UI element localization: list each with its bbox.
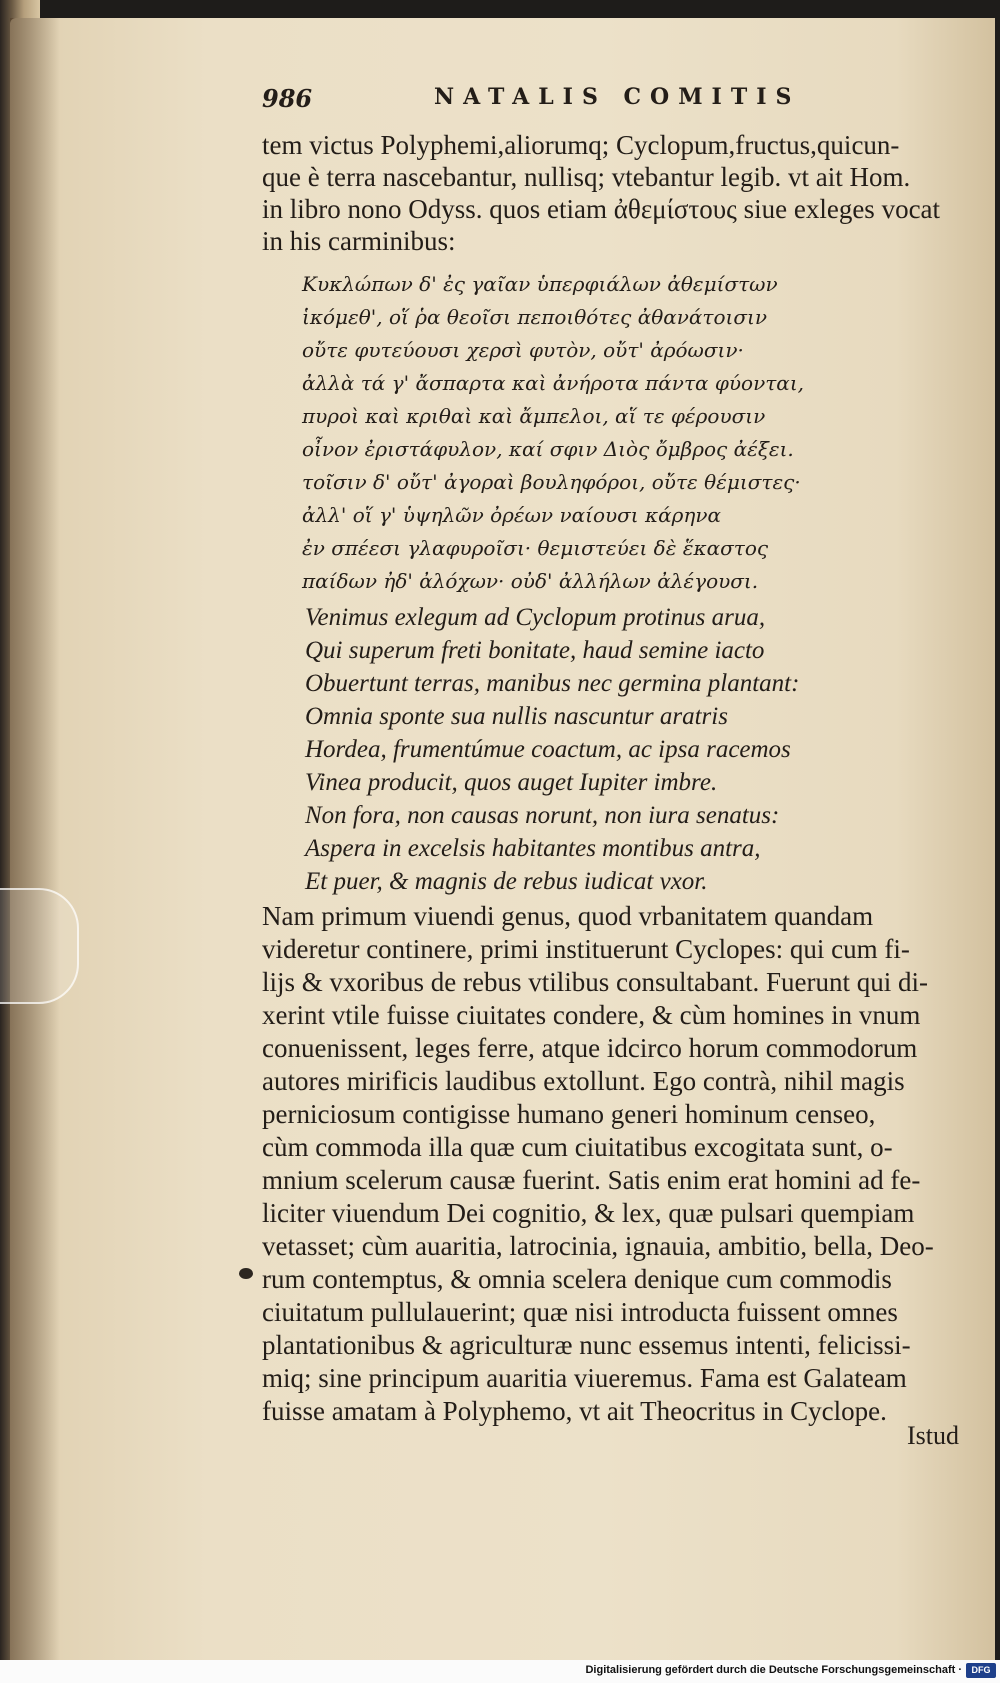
latin-verse-line: Vinea producit, quos auget Iupiter imbre. [305,769,718,796]
footer-bar [0,1660,1000,1683]
greek-verse-line: πυροὶ καὶ κριθαὶ καὶ ἄμπελοι, αἵ τε φέρουσιν [302,404,766,428]
greek-verse-line: οὔτε φυτεύουσι χερσὶ φυτὸν, οὔτ' ἀρόωσιν· [302,338,744,362]
body-line: autores mirificis laudibus extollunt. Ego contrà, nihil magis [262,1066,905,1096]
running-title: NATALIS COMITIS [434,84,801,110]
greek-verse-line: οἶνον ἐριστάφυλον, καί σφιν Διὸς ὄμβρος ἀέξει. [302,437,794,461]
body-line: xerint vtile fuisse ciuitates condere, & cùm homines in vnum [262,1000,921,1030]
ink-blot [239,1268,253,1279]
latin-verse-line: Et puer, & magnis de rebus iudicat vxor. [305,868,708,895]
body-line: perniciosum contigisse humano generi hominum censeo, [262,1099,876,1129]
greek-verse-line: ἀλλὰ τά γ' ἄσπαρτα καὶ ἀνήροτα πάντα φύονται, [302,371,805,395]
latin-verse-line: Venimus exlegum ad Cyclopum protinus arua, [305,604,766,631]
body-line: rum contemptus, & omnia scelera denique cum commodis [262,1264,892,1294]
body-line: miq; sine principum auaritia viueremus. Fama est Galateam [262,1363,907,1393]
body-line: que è terra nascebantur, nullisq; vtebantur legib. vt ait Hom. [262,162,911,192]
body-line: in libro nono Odyss. quos etiam ἀθεμίστους siue exleges vocat [262,194,941,224]
greek-verse-line: τοῖσιν δ' οὔτ' ἀγοραὶ βουληφόροι, οὔτε θέμιστες· [302,470,801,494]
greek-verse-line: παίδων ἠδ' ἀλόχων· οὐδ' ἀλλήλων ἀλέγουσι. [302,569,759,593]
body-line: cùm commoda illa quæ cum ciuitatibus excogitata sunt, o- [262,1132,893,1162]
greek-verse-line: ἱκόμεθ', οἵ ῥα θεοῖσι πεποιθότες ἀθανάτοισιν [302,305,768,329]
greek-verse-line: ἀλλ' οἵ γ' ὑψηλῶν ὀρέων ναίουσι κάρηνα [302,503,722,527]
body-line: mnium scelerum causæ fuerint. Satis enim erat homini ad fe- [262,1165,921,1195]
catchword: Istud [907,1421,959,1450]
body-line: lijs & vxoribus de rebus vtilibus consultabant. Fuerunt qui di- [262,967,928,997]
latin-verse-line: Aspera in excelsis habitantes montibus antra, [305,835,761,862]
latin-verse-line: Non fora, non causas norunt, non iura senatus: [305,802,780,829]
body-line: liciter viuendum Dei cognitio, & lex, quæ pulsari quempiam [262,1198,915,1228]
latin-verse-line: Obuertunt terras, manibus nec germina plantant: [305,670,800,697]
body-line: Nam primum viuendi genus, quod vrbanitatem quandam [262,901,874,931]
body-line: conuenissent, leges ferre, atque idcirco horum commodorum [262,1033,918,1063]
body-line: videretur continere, primi instituerunt Cyclopes: qui cum fi- [262,934,910,964]
latin-verse-line: Omnia sponte sua nullis nascuntur aratris [305,703,728,730]
dfg-logo-icon[interactable]: DFG [966,1663,996,1678]
funding-credit: Digitalisierung gefördert durch die Deutsche Forschungsgemeinschaft · [585,1664,962,1676]
body-line: in his carminibus: [262,226,456,256]
body-line: tem victus Polyphemi,aliorumq; Cyclopum,fructus,quicun- [262,130,900,160]
body-line: fuisse amatam à Polyphemo, vt ait Theocritus in Cyclope. [262,1396,887,1426]
latin-verse-line: Hordea, frumentúmue coactum, ac ipsa racemos [305,736,791,763]
greek-verse-line: ἐν σπέεσι γλαφυροῖσι· θεμιστεύει δὲ ἕκαστος [302,536,769,560]
body-line: ciuitatum pullulauerint; quæ nisi introducta fuissent omnes [262,1297,898,1327]
page-number: 986 [262,84,313,113]
latin-verse-line: Qui superum freti bonitate, haud semine iacto [305,637,765,664]
body-line: vetasset; cùm auaritia, latrocinia, ignauia, ambitio, bella, Deo- [262,1231,934,1261]
gutter-shadow [10,18,60,1660]
body-line: plantationibus & agriculturæ nunc essemus intenti, felicissi- [262,1330,911,1360]
greek-verse-line: Κυκλώπων δ' ἐς γαῖαν ὑπερφιάλων ἀθεμίστων [302,272,778,296]
page-clip [0,888,79,1004]
